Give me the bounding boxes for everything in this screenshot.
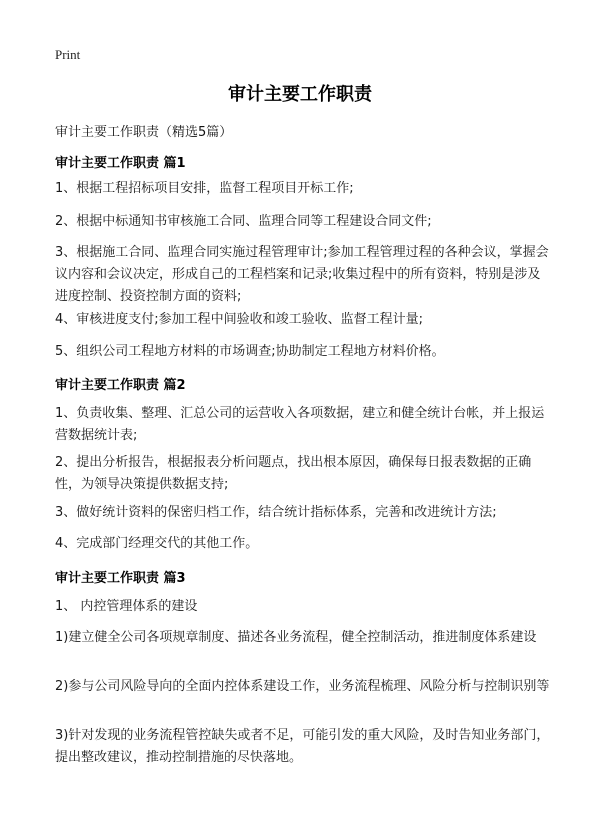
section-heading-2: 审计主要工作职责 篇2 — [55, 378, 186, 393]
section-1-item-4: 4、审核进度支付;参加工程中间验收和竣工验收、监督工程计量; — [55, 312, 424, 327]
section-1-item-3: 3、根据施工合同、监理合同实施过程管理审计;参加工程管理过程的各种会议，掌握会议内容和会议决定，形成自己的工程档案和记录;收集过程中的所有资料，特别是涉及进度控制、投资控制方面的资料; — [55, 245, 549, 304]
section-3-item-4: 3)针对发现的业务流程管控缺失或者不足，可能引发的重大风险，及时告知业务部门，提出整改建议，推动控制措施的尽快落地。 — [55, 728, 550, 765]
section-2-item-3: 3、做好统计资料的保密归档工作，结合统计指标体系，完善和改进统计方法; — [55, 505, 497, 520]
section-3-item-2: 1)建立健全公司各项规章制度、描述各业务流程，健全控制活动，推进制度体系建设 — [55, 630, 537, 645]
section-1-item-5: 5、组织公司工程地方材料的市场调查;协助制定工程地方材料价格。 — [55, 344, 445, 359]
section-2-item-1: 1、负责收集、整理、汇总公司的运营收入各项数据，建立和健全统计台帐，并上报运营数据统计表; — [55, 406, 545, 443]
section-1-item-2: 2、根据中标通知书审核施工合同、监理合同等工程建设合同文件; — [55, 214, 432, 229]
section-3-item-1: 1、 内控管理体系的建设 — [55, 599, 198, 614]
page-title: 审计主要工作职责 — [228, 84, 372, 105]
page-subtitle: 审计主要工作职责（精选5篇） — [55, 125, 233, 140]
section-1-item-1: 1、根据工程招标项目安排，监督工程项目开标工作; — [55, 181, 354, 196]
section-3-item-3: 2)参与公司风险导向的全面内控体系建设工作，业务流程梳理、风险分析与控制识别等 — [55, 679, 550, 694]
print-label: Print — [55, 47, 81, 62]
section-2-item-2: 2、提出分析报告，根据报表分析问题点，找出根本原因，确保每日报表数据的正确性，为领导决策提供数据支持; — [55, 455, 532, 492]
section-heading-3: 审计主要工作职责 篇3 — [55, 571, 186, 586]
section-2-item-4: 4、完成部门经理交代的其他工作。 — [55, 536, 259, 551]
section-heading-1: 审计主要工作职责 篇1 — [55, 156, 186, 171]
